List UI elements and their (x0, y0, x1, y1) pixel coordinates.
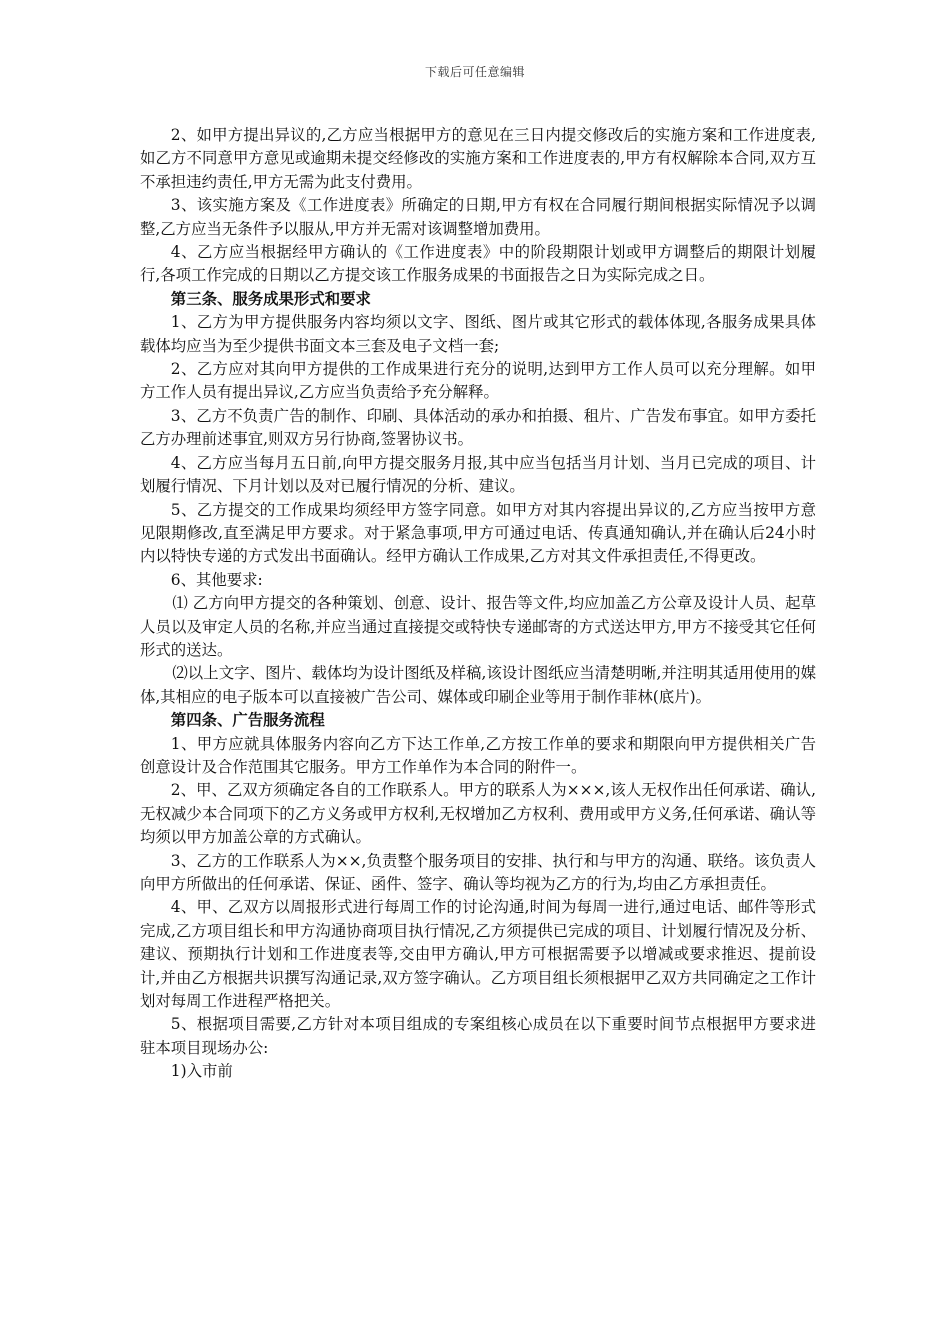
paragraph: 5、乙方提交的工作成果均须经甲方签字同意。如甲方对其内容提出异议的,乙方应当按甲方意见限期修改,直至满足甲方要求。对于紧急事项,甲方可通过电话、传真通知确认,并在确认后24小时内以特快专递的方式发出书面确认。经甲方确认工作成果,乙方对其文件承担责任,不得更改。 (140, 500, 816, 566)
paragraph: 4、乙方应当根据经甲方确认的《工作进度表》中的阶段期限计划或甲方调整后的期限计划履行,各项工作完成的日期以乙方提交该工作服务成果的书面报告之日为实际完成之日。 (140, 243, 816, 285)
paragraph: 1、甲方应就具体服务内容向乙方下达工作单,乙方按工作单的要求和期限向甲方提供相关广告创意设计及合作范围其它服务。甲方工作单作为本合同的附件一。 (140, 734, 816, 776)
document-body (140, 124, 816, 1084)
paragraph: ⑴ 乙方向甲方提交的各种策划、创意、设计、报告等文件,均应加盖乙方公章及设计人员、起草人员以及审定人员的名称,并应当通过直接提交或特快专递邮寄的方式送达甲方,甲方不接受其它任何形式的送达。 (140, 594, 816, 659)
paragraph: ⑵以上文字、图片、载体均为设计图纸及样稿,该设计图纸应当清楚明晰,并注明其适用使用的媒体,其相应的电子版本可以直接被广告公司、媒体或印刷企业等用于制作菲林(底片)。 (140, 664, 816, 706)
paragraph: 2、如甲方提出异议的,乙方应当根据甲方的意见在三日内提交修改后的实施方案和工作进度表,如乙方不同意甲方意见或逾期未提交经修改的实施方案和工作进度表的,甲方有权解除本合同,双方互不承担违约责任,甲方无需为此支付费用。 (140, 126, 816, 191)
paragraph: 6、其他要求: (170, 570, 263, 589)
paragraph: 2、甲、乙双方须确定各自的工作联系人。甲方的联系人为×××,该人无权作出任何承诺、确认,无权减少本合同项下的乙方义务或甲方权利,无权增加乙方权利、费用或甲方义务,任何承诺、确认等均须以甲方加盖公章的方式确认。 (140, 781, 816, 847)
paragraph: 2、乙方应对其向甲方提供的工作成果进行充分的说明,达到甲方工作人员可以充分理解。如甲方工作人员有提出异议,乙方应当负责给予充分解释。 (140, 360, 816, 402)
paragraph: 1、乙方为甲方提供服务内容均须以文字、图纸、图片或其它形式的载体体现,各服务成果具体载体均应当为至少提供书面文本三套及电子文档一套; (140, 313, 816, 355)
paragraph: 1)入市前 (170, 1062, 233, 1081)
section-heading: 第四条、广告服务流程 (170, 711, 325, 730)
section-heading: 第三条、服务成果形式和要求 (170, 289, 371, 308)
paragraph: 4、乙方应当每月五日前,向甲方提交服务月报,其中应当包括当月计划、当月已完成的项目、计划履行情况、下月计划以及对已履行情况的分析、建议。 (140, 453, 816, 496)
paragraph: 5、根据项目需要,乙方针对本项目组成的专案组核心成员在以下重要时间节点根据甲方要求进驻本项目现场办公: (140, 1015, 816, 1057)
paragraph: 3、乙方的工作联系人为××,负责整个服务项目的安排、执行和与甲方的沟通、联络。该负责人向甲方所做出的任何承诺、保证、函件、签字、确认等均视为乙方的行为,均由乙方承担责任。 (140, 851, 816, 893)
paragraph: 3、乙方不负责广告的制作、印刷、具体活动的承办和拍摄、租片、广告发布事宜。如甲方委托乙方办理前述事宜,则双方另行协商,签署协议书。 (140, 406, 816, 449)
page-header: 下载后可任意编辑 (424, 65, 525, 79)
paragraph: 4、甲、乙双方以周报形式进行每周工作的讨论沟通,时间为每周一进行,通过电话、邮件等形式完成,乙方项目组长和甲方沟通协商项目执行情况,乙方须提供已完成的项目、计划履行情况及分析、建议、预期执行计划和工作进度表等,交由甲方确认,甲方可根据需要予以增减或要求推迟、提前设计,并由乙方根据共识撰写沟通记录,双方签字确认。乙方项目组长须根据甲乙双方共同确定之工作计划对每周工作进程严格把关。 (140, 898, 816, 1011)
paragraph: 3、该实施方案及《工作进度表》所确定的日期,甲方有权在合同履行期间根据实际情况予以调整,乙方应当无条件予以服从,甲方并无需对该调整增加费用。 (140, 196, 816, 238)
